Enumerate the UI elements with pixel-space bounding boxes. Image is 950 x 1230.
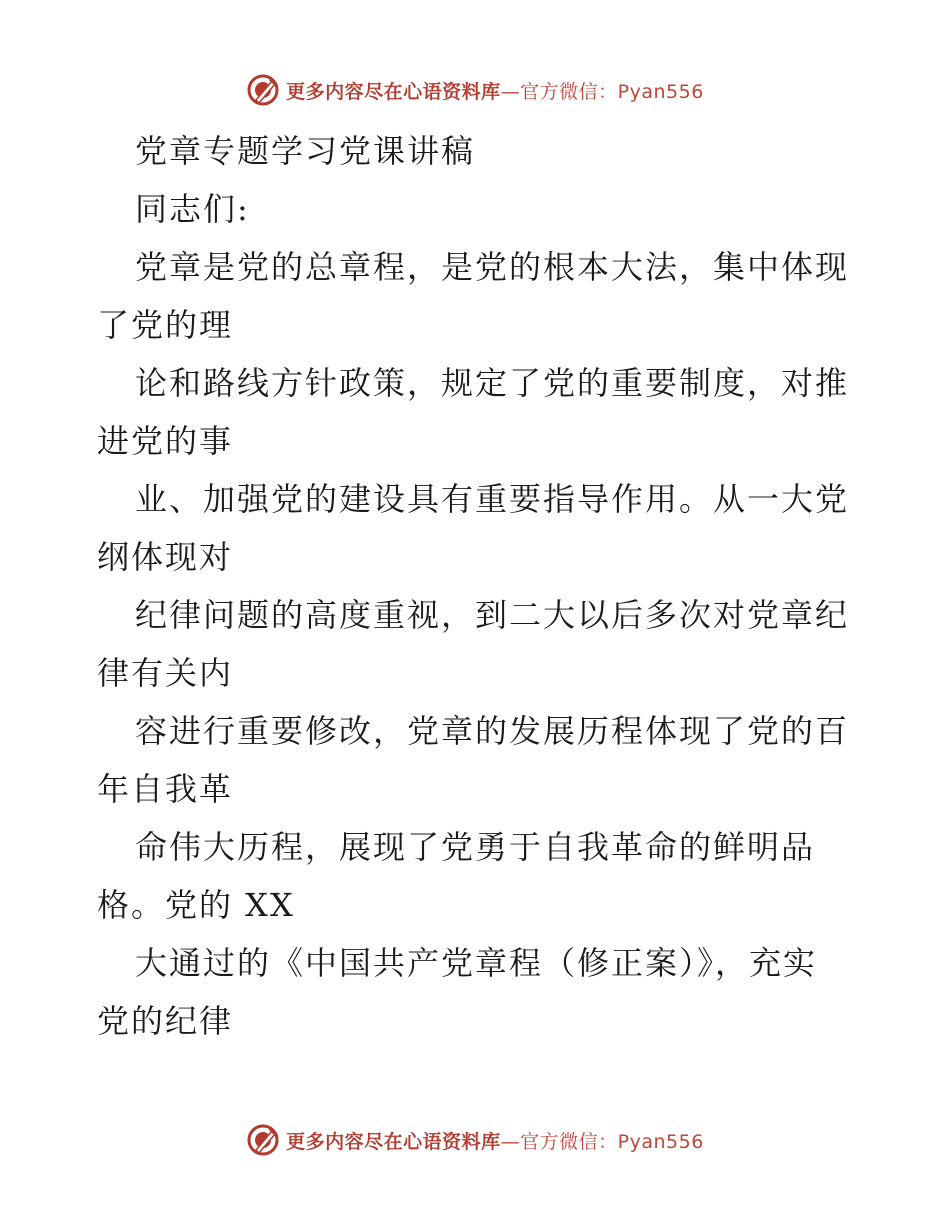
header-banner-title: 更多内容尽在心语资料库	[286, 80, 501, 103]
document-title: 党章专题学习党课讲稿	[135, 132, 476, 170]
paragraph-line: 大通过的《中国共产党章程（修正案）》，充实	[135, 944, 818, 982]
pen-logo-icon	[246, 1123, 280, 1157]
paragraph-line: 容进行重要修改，党章的发展历程体现了党的百	[135, 712, 850, 750]
header-banner	[0, 70, 950, 110]
footer-banner-wechat: —官方微信：Pyan556	[500, 1130, 704, 1153]
paragraph-line: 党的纪律	[97, 1002, 234, 1040]
paragraph-line: 格。党的 XX	[97, 886, 295, 924]
header-banner-text	[286, 77, 704, 104]
paragraph-line: 纪律问题的高度重视，到二大以后多次对党章纪	[135, 596, 850, 634]
paragraph-line: 了党的理	[97, 306, 234, 344]
document-body	[97, 122, 857, 1050]
footer-banner	[0, 1120, 950, 1160]
paragraph-line: 党章是党的总章程，是党的根本大法，集中体现	[135, 248, 850, 286]
paragraph-line: 论和路线方针政策，规定了党的重要制度，对推	[135, 364, 850, 402]
footer-banner-text	[286, 1127, 704, 1154]
paragraph-line: 年自我革	[97, 770, 234, 808]
salutation: 同志们:	[135, 190, 250, 228]
paragraph-line: 律有关内	[97, 654, 234, 692]
header-banner-wechat: —官方微信：Pyan556	[500, 80, 704, 103]
paragraph-line: 进党的事	[97, 422, 234, 460]
paragraph-line: 纲体现对	[97, 538, 234, 576]
footer-banner-title: 更多内容尽在心语资料库	[286, 1130, 501, 1153]
paragraph-line: 命伟大历程，展现了党勇于自我革命的鲜明品	[135, 828, 816, 866]
pen-logo-icon	[246, 73, 280, 107]
paragraph-line: 业、加强党的建设具有重要指导作用。从一大党	[135, 480, 850, 518]
